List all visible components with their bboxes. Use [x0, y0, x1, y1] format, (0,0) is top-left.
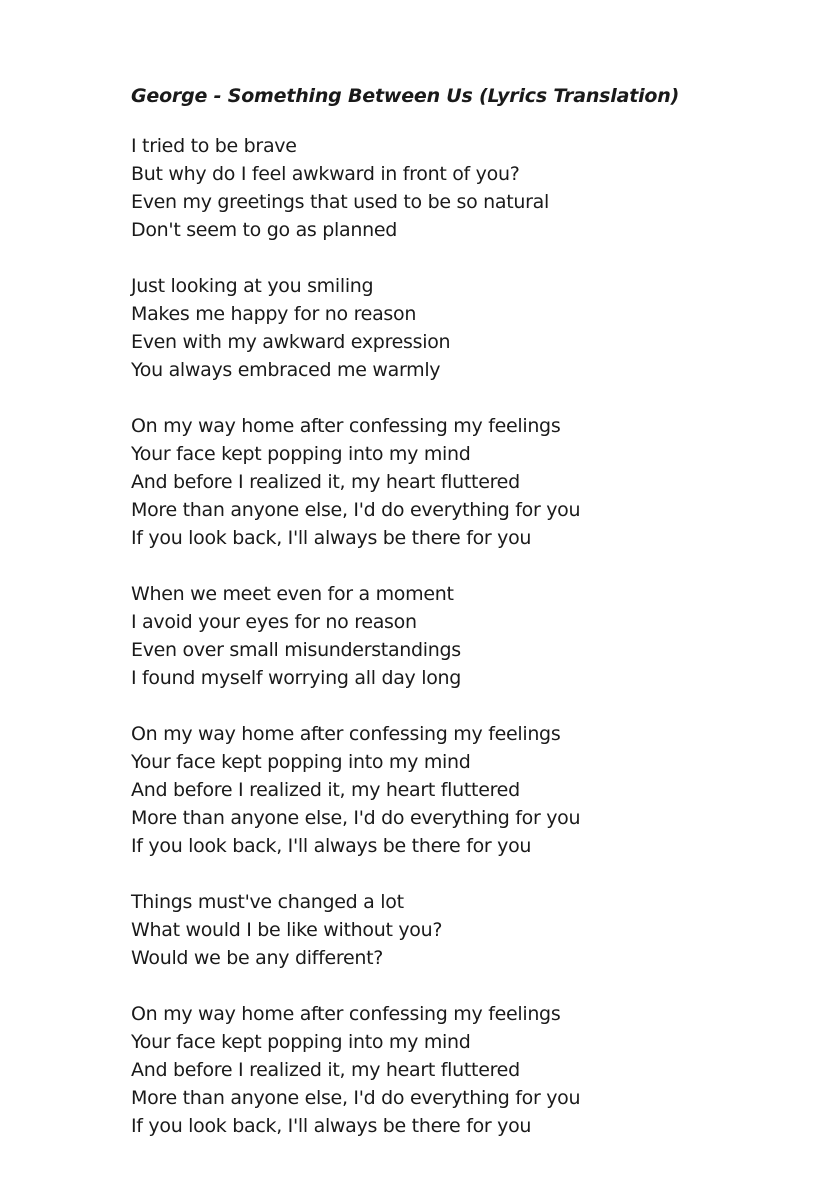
- lyric-line: If you look back, I'll always be there for you: [131, 527, 532, 549]
- lyric-line: But why do I feel awkward in front of you?: [131, 163, 520, 185]
- lyric-line: Your face kept popping into my mind: [131, 751, 471, 773]
- lyric-line: When we meet even for a moment: [131, 583, 454, 605]
- lyric-line: And before I realized it, my heart fluttered: [131, 471, 520, 493]
- stanza: [131, 412, 811, 552]
- lyrics-body: [131, 132, 811, 1140]
- stanza: [131, 888, 811, 972]
- lyric-line: Things must've changed a lot: [131, 891, 404, 913]
- stanza: [131, 1000, 811, 1140]
- lyric-line: On my way home after confessing my feelings: [131, 723, 561, 745]
- lyrics-document: [131, 82, 811, 1168]
- lyric-line: You always embraced me warmly: [131, 359, 441, 381]
- lyric-line: Even with my awkward expression: [131, 331, 451, 353]
- lyric-line: Don't seem to go as planned: [131, 219, 397, 241]
- lyric-line: Just looking at you smiling: [131, 275, 374, 297]
- lyric-line: If you look back, I'll always be there for you: [131, 835, 532, 857]
- lyric-line: I avoid your eyes for no reason: [131, 611, 417, 633]
- lyric-line: Your face kept popping into my mind: [131, 443, 471, 465]
- document-title: George - Something Between Us (Lyrics Translation): [131, 85, 680, 107]
- stanza: [131, 132, 811, 244]
- lyric-line: On my way home after confessing my feelings: [131, 415, 561, 437]
- lyric-line: Would we be any different?: [131, 947, 384, 969]
- lyric-line: And before I realized it, my heart fluttered: [131, 779, 520, 801]
- lyric-line: Even my greetings that used to be so natural: [131, 191, 549, 213]
- lyric-line: I found myself worrying all day long: [131, 667, 462, 689]
- stanza: [131, 720, 811, 860]
- lyric-line: Makes me happy for no reason: [131, 303, 417, 325]
- lyric-line: If you look back, I'll always be there for you: [131, 1115, 532, 1137]
- lyric-line: I tried to be brave: [131, 135, 297, 157]
- stanza: [131, 272, 811, 384]
- lyric-line: On my way home after confessing my feelings: [131, 1003, 561, 1025]
- lyric-line: More than anyone else, I'd do everything for you: [131, 499, 581, 521]
- lyric-line: What would I be like without you?: [131, 919, 443, 941]
- lyric-line: More than anyone else, I'd do everything for you: [131, 807, 581, 829]
- stanza: [131, 580, 811, 692]
- lyric-line: And before I realized it, my heart fluttered: [131, 1059, 520, 1081]
- lyric-line: Your face kept popping into my mind: [131, 1031, 471, 1053]
- lyric-line: Even over small misunderstandings: [131, 639, 461, 661]
- lyric-line: More than anyone else, I'd do everything for you: [131, 1087, 581, 1109]
